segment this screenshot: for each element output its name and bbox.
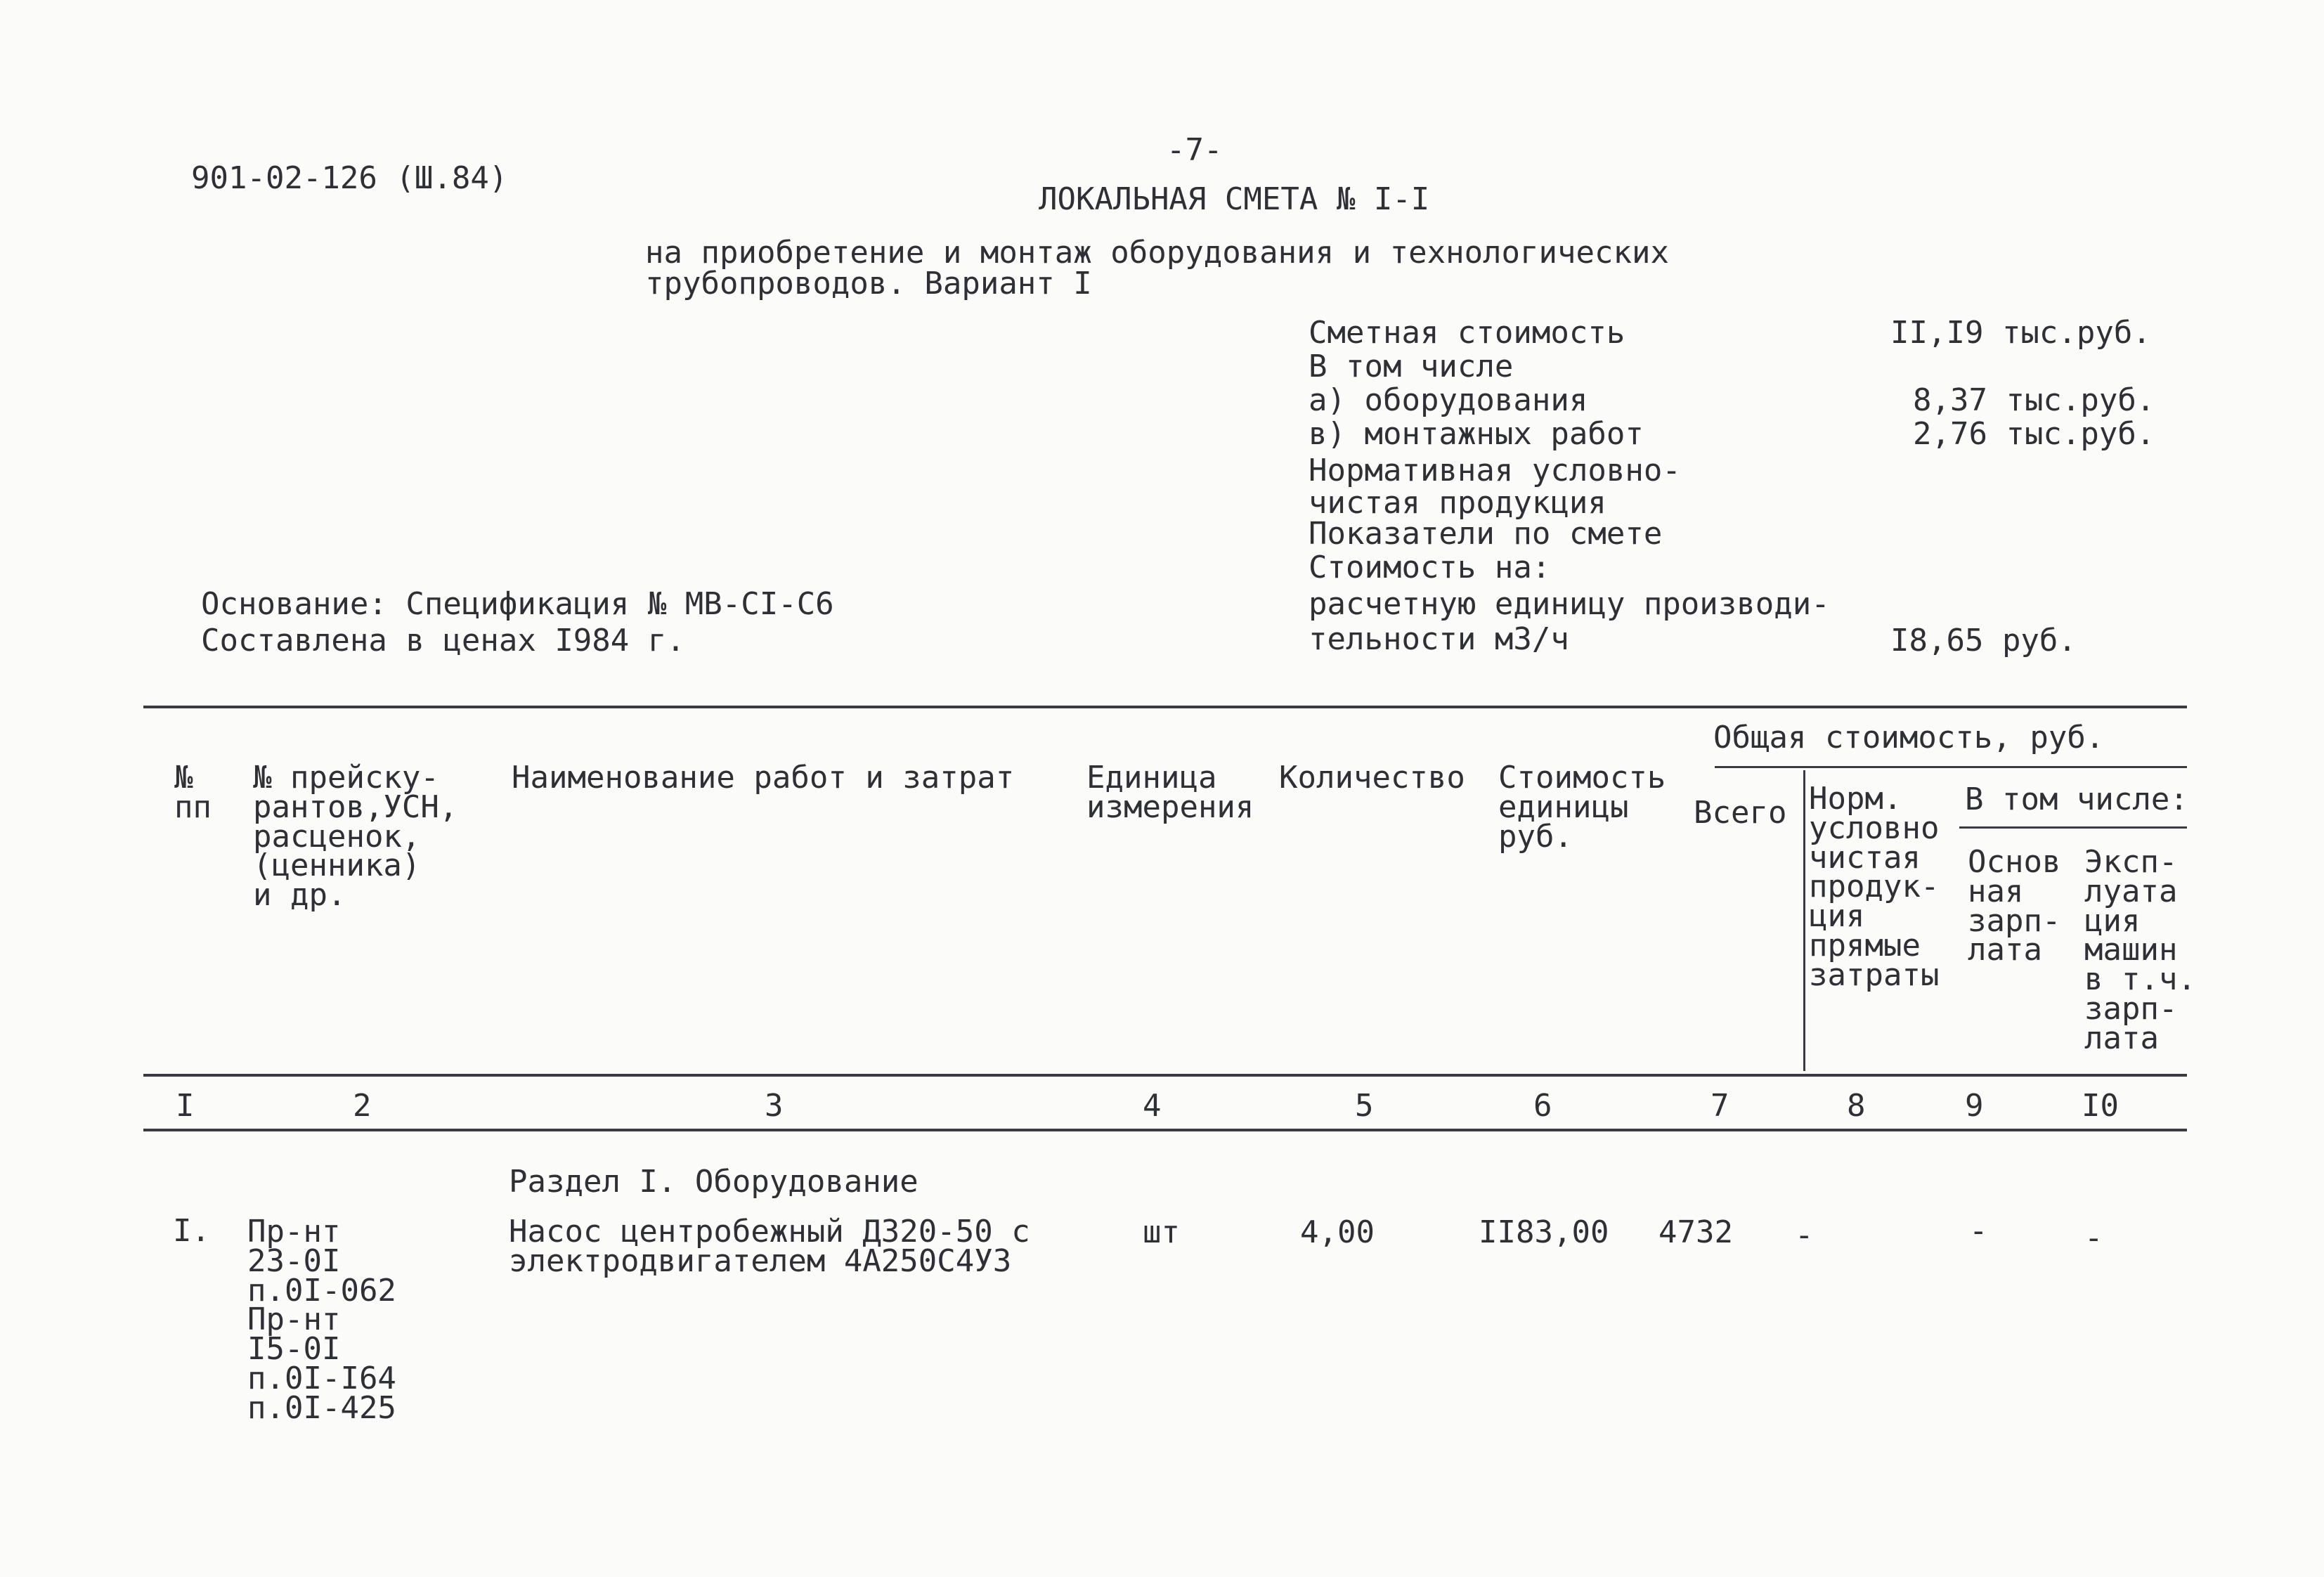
column-number: 9 xyxy=(1965,1088,1984,1124)
row-machines: - xyxy=(2084,1220,2103,1256)
estimated-cost-value: II,I9 тыс.руб. xyxy=(1890,315,2151,351)
column-number: 6 xyxy=(1533,1088,1552,1124)
col-header-unit-cost: Стоимость единицы руб. xyxy=(1498,760,1666,855)
installation-value: 2,76 тыс.руб. xyxy=(1913,416,2155,452)
column-number: 3 xyxy=(765,1088,784,1124)
column-number: 8 xyxy=(1847,1088,1866,1124)
column-number: 2 xyxy=(353,1088,372,1124)
estimated-cost-label: Сметная стоимость xyxy=(1309,315,1625,351)
col-header-total: Всего xyxy=(1694,795,1787,831)
row-normative: - xyxy=(1795,1217,1814,1253)
col-header-unit: Единица измерения xyxy=(1086,760,1254,825)
document-code: 901-02-126 (Ш.84) xyxy=(191,160,508,196)
row-references: Пр-нт 23-0I п.0I-062 Пр-нт I5-0I п.0I-I64 п.0I-425 xyxy=(247,1214,396,1426)
row-unit-cost: II83,00 xyxy=(1479,1214,1609,1250)
basis-line: Основание: Спецификация № МВ-СI-С6 xyxy=(201,586,834,622)
page-title: ЛОКАЛЬНАЯ СМЕТА № I-I xyxy=(1039,181,1430,217)
row-salary: - xyxy=(1969,1213,1988,1249)
column-number: I xyxy=(176,1088,195,1124)
total-cost-header: Общая стоимость, руб. xyxy=(1713,720,2105,755)
row-unit: шт xyxy=(1143,1214,1180,1250)
equipment-label: а) оборудования xyxy=(1309,382,1588,418)
row-number: I. xyxy=(173,1213,210,1249)
unit-cost-label-2: тельности м3/ч xyxy=(1309,621,1569,657)
including-label: В том числе xyxy=(1309,349,1514,384)
section-title: Раздел I. Оборудование xyxy=(509,1164,918,1200)
row-total: 4732 xyxy=(1658,1214,1733,1250)
row-name: Насос центробежный Д320-50 с электродвигателем 4А250С4У3 xyxy=(509,1214,1030,1279)
col-header-number: № пп xyxy=(174,760,212,825)
column-number: 4 xyxy=(1143,1088,1162,1124)
including-header: В том числе: xyxy=(1965,781,2188,817)
row-quantity: 4,00 xyxy=(1300,1214,1375,1250)
col-header-price-list: № прейску- рантов,УСН, расценок, (ценника) и др. xyxy=(253,760,458,914)
total-cost-rule xyxy=(1715,766,2187,768)
normative-label-1: Нормативная условно- xyxy=(1309,453,1681,488)
including-rule xyxy=(1959,826,2187,829)
column-numbers-rule xyxy=(143,1129,2187,1131)
subtitle-line-2: трубопроводов. Вариант I xyxy=(645,266,1092,301)
col-header-salary: Основ ная зарп- лата xyxy=(1968,844,2061,968)
column-number: 7 xyxy=(1710,1088,1729,1124)
cost-on-label: Стоимость на: xyxy=(1309,550,1551,585)
column-number: 5 xyxy=(1355,1088,1374,1124)
table-top-rule xyxy=(143,706,2187,708)
normative-label-2: чистая продукция xyxy=(1309,485,1606,521)
prices-year-line: Составлена в ценах I984 г. xyxy=(201,623,685,658)
column-number: I0 xyxy=(2082,1088,2119,1124)
page-number: -7- xyxy=(1167,132,1223,168)
unit-cost-value: I8,65 руб. xyxy=(1890,623,2077,658)
equipment-value: 8,37 тыс.руб. xyxy=(1913,382,2155,418)
unit-cost-label-1: расчетную единицу производи- xyxy=(1309,586,1830,622)
header-bottom-rule xyxy=(143,1074,2187,1077)
col-header-name: Наименование работ и затрат xyxy=(512,760,1015,796)
col-header-quantity: Количество xyxy=(1279,760,1465,796)
col-header-machines: Эксп- луата ция машин в т.ч. зарп- лата xyxy=(2084,844,2196,1056)
subtitle-line-1: на приобретение и монтаж оборудования и технологических xyxy=(645,235,1669,271)
column-divider xyxy=(1803,770,1805,1071)
installation-label: в) монтажных работ xyxy=(1309,416,1644,452)
col-header-normative: Норм. условно чистая продук- ция прямые затраты xyxy=(1809,781,1940,993)
indicators-label: Показатели по смете xyxy=(1309,516,1663,552)
